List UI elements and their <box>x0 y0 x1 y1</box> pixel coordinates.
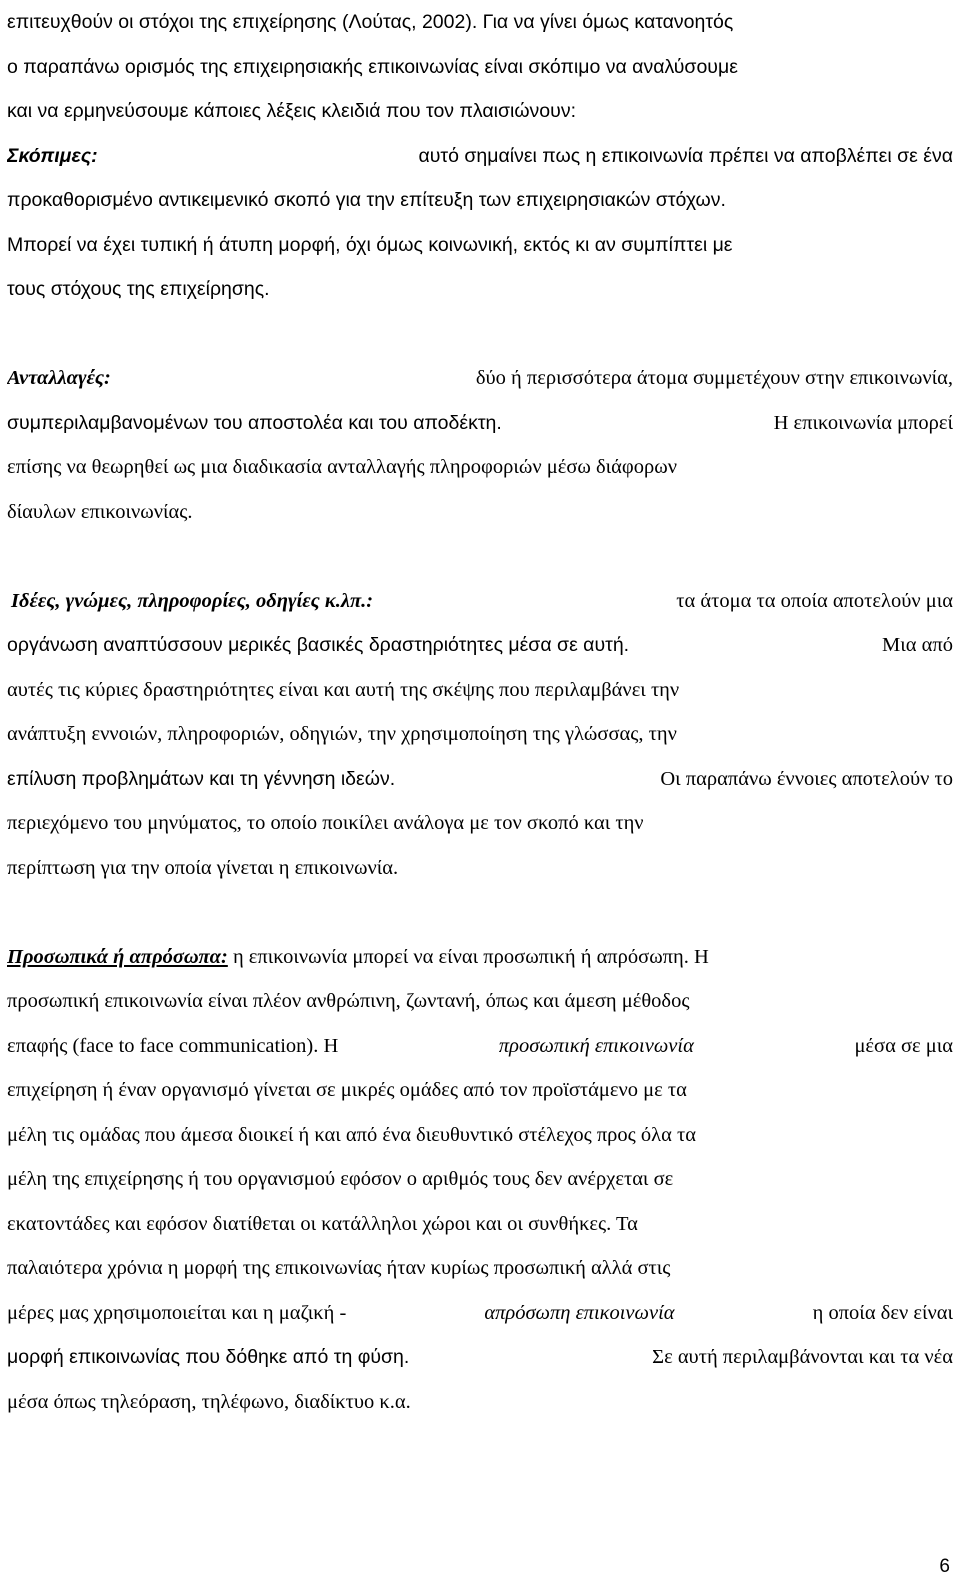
term-label: Σκόπιμες: <box>7 144 98 167</box>
text-line <box>7 1024 953 1069</box>
text-line <box>7 1291 953 1336</box>
text-line: περιεχόμενο του μηνύματος, το οποίο ποικίλει ανάλογα με τον σκοπό και την <box>7 812 644 834</box>
text-line: παλαιότερα χρόνια η μορφή της επικοινωνίας ήταν κυρίως προσωπική αλλά στις <box>7 1257 671 1279</box>
text-segment: Οι παραπάνω έννοιες αποτελούν το <box>660 767 953 790</box>
text-line: επιχείρηση ή έναν οργανισμό γίνεται σε μικρές ομάδες από τον προϊστάμενο με τα <box>7 1079 687 1101</box>
text-line: και να ερμηνεύσουμε κάποιες λέξεις κλειδιά που τον πλαισιώνουν: <box>7 100 576 122</box>
text-segment: επίλυση προβλημάτων και τη γέννηση ιδεών. <box>7 767 396 790</box>
text-line: μέλη τις ομάδας που άμεσα διοικεί ή και από ένα διευθυντικό στέλεχος προς όλα τα <box>7 1123 696 1146</box>
emphasis-text: απρόσωπη επικοινωνία <box>484 1301 675 1324</box>
text-line: προσωπική επικοινωνία είναι πλέον ανθρώπινη, ζωντανή, όπως και άμεση μέθοδος <box>7 990 690 1012</box>
text-segment: επαφής (face to face communication). Η <box>7 1034 339 1057</box>
text-line <box>7 935 953 980</box>
text-line <box>7 757 953 802</box>
emphasis-text: προσωπική επικοινωνία <box>498 1034 694 1057</box>
text-segment: Μια από <box>882 634 953 656</box>
text-line: περίπτωση για την οποία γίνεται η επικοινωνία. <box>7 856 399 879</box>
text-line: τους στόχους της επιχείρησης. <box>7 278 270 300</box>
text-line: προκαθορισμένο αντικειμενικό σκοπό για την επίτευξη των επιχειρησιακών στόχων. <box>7 189 726 211</box>
document-page <box>7 0 953 1424</box>
text-line <box>7 623 953 668</box>
exchanges-paragraph <box>7 356 953 534</box>
text-line: Μπορεί να έχει τυπική ή άτυπη μορφή, όχι όμως κοινωνική, εκτός κι αν συμπίπτει με <box>7 233 733 256</box>
text-segment: Σε αυτή περιλαμβάνονται και τα νέα <box>652 1346 953 1368</box>
text-segment: συμπεριλαμβανομένων του αποστολέα και του αποδέκτη. <box>7 411 502 434</box>
text-segment: μέρες μας χρησιμοποιείται και η μαζική - <box>7 1301 347 1324</box>
text-line: ανάπτυξη εννοιών, πληροφοριών, οδηγιών, την χρησιμοποίηση της γλώσσας, την <box>7 723 677 745</box>
text-line: αυτές τις κύριες δραστηριότητες είναι και αυτή της σκέψης που περιλαμβάνει την <box>7 678 680 701</box>
page-number: 6 <box>939 1556 950 1577</box>
text-line <box>7 1335 953 1380</box>
text-line: ο παραπάνω ορισμός της επιχειρησιακής επικοινωνίας είναι σκόπιμο να αναλύσουμε <box>7 55 738 78</box>
text-line: δίαυλων επικοινωνίας. <box>7 500 193 523</box>
text-line: μέλη της επιχείρησης ή του οργανισμού εφόσον ο αριθμός τους δεν ανέρχεται σε <box>7 1168 674 1190</box>
term-label: Προσωπικά ή απρόσωπα: <box>7 945 228 968</box>
purposeful-paragraph <box>7 134 953 312</box>
text-line: επίσης να θεωρηθεί ως μια διαδικασία ανταλλαγής πληροφοριών μέσω διάφορων <box>7 456 677 478</box>
text-segment: τα άτομα τα οποία αποτελούν μια <box>676 589 953 612</box>
text-segment: οργάνωση αναπτύσσουν μερικές βασικές δραστηριότητες μέσα σε αυτή. <box>7 634 630 656</box>
intro-paragraph <box>7 0 953 134</box>
text-segment: η οποία δεν είναι <box>812 1301 953 1324</box>
term-label: Ιδέες, γνώμες, πληροφορίες, οδηγίες κ.λπ.: <box>11 589 374 612</box>
ideas-paragraph <box>7 579 953 891</box>
text-line <box>7 356 953 401</box>
text-line <box>7 134 953 179</box>
personal-impersonal-paragraph <box>7 935 953 1425</box>
text-segment: μέσα σε μια <box>854 1034 953 1057</box>
text-segment: Η επικοινωνία μπορεί <box>773 411 953 434</box>
text-line <box>7 401 953 446</box>
text-segment: δύο ή περισσότερα άτομα συμμετέχουν στην επικοινωνία, <box>475 367 953 389</box>
text-line: μέσα όπως τηλεόραση, τηλέφωνο, διαδίκτυο κ.α. <box>7 1390 411 1413</box>
text-line: επιτευχθούν οι στόχοι της επιχείρησης (Λούτας, 2002). Για να γίνει όμως κατανοητός <box>7 11 734 33</box>
text-line <box>7 579 953 624</box>
text-segment: αυτό σημαίνει πως η επικοινωνία πρέπει να αποβλέπει σε ένα <box>418 144 953 167</box>
text-line: εκατοντάδες και εφόσον διατίθεται οι κατάλληλοι χώροι και οι συνθήκες. Τα <box>7 1212 638 1235</box>
text-segment: μορφή επικοινωνίας που δόθηκε από τη φύση. <box>7 1346 410 1368</box>
text-segment: η επικοινωνία μπορεί να είναι προσωπική ή απρόσωπη. Η <box>232 945 709 968</box>
term-label: Ανταλλαγές: <box>7 367 111 389</box>
